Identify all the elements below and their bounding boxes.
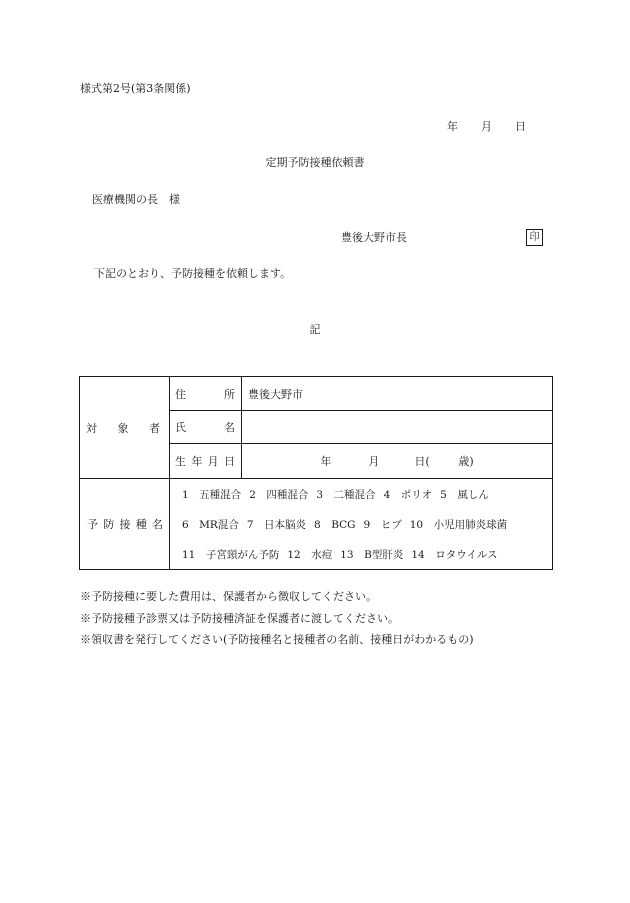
subject-header-cell xyxy=(80,377,170,479)
intro-text: 下記のとおり、予防接種を依頼します。 xyxy=(94,267,292,280)
vaccine-item[interactable]: 1 五種混合 xyxy=(182,488,242,501)
vaccine-item[interactable]: 3 二種混合 xyxy=(316,488,376,501)
vaccine-item[interactable]: 11 子宮頸がん予防 xyxy=(182,548,280,561)
address-value[interactable]: 豊後大野市 xyxy=(242,377,553,411)
name-label-cell xyxy=(170,411,242,444)
date-month: 月 xyxy=(481,120,492,133)
vaccine-line xyxy=(182,509,552,539)
document-title: 定期予防接種依頼書 xyxy=(265,156,365,169)
vaccine-item[interactable]: 7 日本脳炎 xyxy=(246,518,307,531)
note-receipt: ※領収書を発行してください(予防接種名と接種者の名前、接種日がわかるもの) xyxy=(80,633,474,646)
name-value[interactable] xyxy=(242,411,553,444)
birth-year: 年 xyxy=(320,455,332,468)
note-certificate: ※予防接種予診票又は予防接種済証を保護者に渡してください。 xyxy=(80,612,399,625)
birth-age: 歳) xyxy=(458,455,474,468)
address-label: 住所 xyxy=(175,387,235,401)
birth-value[interactable] xyxy=(242,444,553,479)
vaccine-item[interactable]: 4 ポリオ xyxy=(383,488,433,501)
seal-stamp: 印 xyxy=(526,229,543,246)
birth-label-cell xyxy=(170,444,242,479)
date-year: 年 xyxy=(447,120,458,133)
date-line xyxy=(447,121,526,132)
vaccine-header-cell xyxy=(80,479,170,570)
vaccine-item[interactable]: 2 四種混合 xyxy=(249,488,309,501)
vaccine-item[interactable]: 10 小児用肺炎球菌 xyxy=(409,518,508,531)
addressee: 医療機関の長 様 xyxy=(92,193,180,206)
vaccine-line xyxy=(182,539,552,569)
vaccine-item[interactable]: 12 水痘 xyxy=(287,548,333,561)
ki-heading: 記 xyxy=(309,323,321,336)
note-fee: ※予防接種に要した費用は、保護者から徴収してください。 xyxy=(80,590,377,603)
birth-label: 生年月日 xyxy=(175,455,235,468)
vaccine-item[interactable]: 5 風しん xyxy=(440,488,489,501)
vaccine-item[interactable]: 14 ロタウイルス xyxy=(411,548,498,561)
vaccine-item[interactable]: 8 BCG xyxy=(314,518,356,531)
vaccine-list xyxy=(170,479,553,570)
form-number: 様式第2号(第3条関係) xyxy=(80,82,191,95)
birth-day: 日( xyxy=(414,455,430,468)
request-table xyxy=(79,376,553,570)
date-day: 日 xyxy=(515,120,526,133)
vaccine-item[interactable]: 13 B型肝炎 xyxy=(340,548,404,561)
subject-header: 対象者 xyxy=(86,421,160,435)
vaccine-header: 予防接種名 xyxy=(87,518,163,531)
birth-month: 月 xyxy=(368,455,380,468)
name-label: 氏名 xyxy=(175,421,235,434)
vaccine-item[interactable]: 9 ヒブ xyxy=(363,518,402,531)
vaccine-item[interactable]: 6 MR混合 xyxy=(182,518,239,531)
vaccine-line xyxy=(182,479,552,509)
issuer: 豊後大野市長 xyxy=(341,231,407,244)
address-label-cell xyxy=(170,377,242,411)
